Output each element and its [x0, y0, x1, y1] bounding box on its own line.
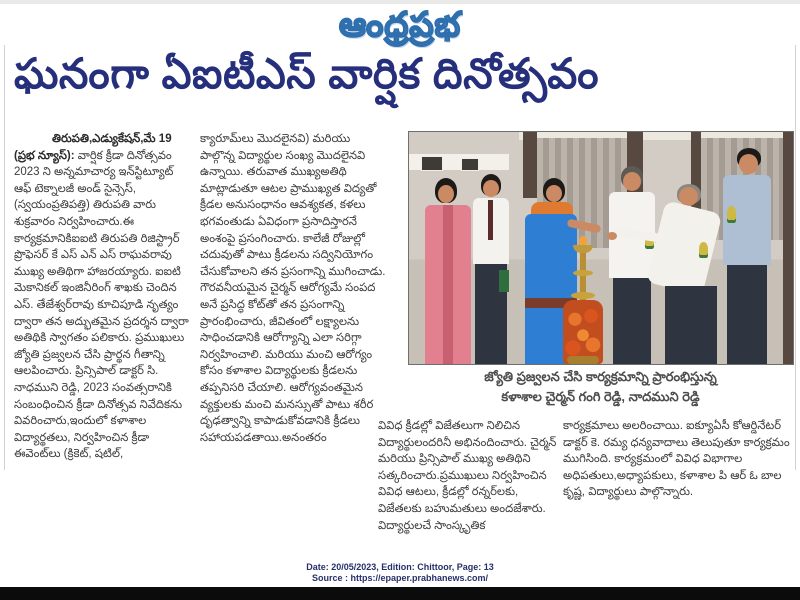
article-column-1 — [14, 131, 191, 567]
footer-date-line: Date: 20/05/2023, Edition: Chittoor, Page: 13 — [306, 562, 494, 572]
trousers — [613, 278, 651, 364]
face — [546, 185, 562, 202]
tie — [488, 200, 493, 240]
photo-caption — [408, 367, 793, 407]
article-column-2 — [200, 131, 386, 559]
man-in-light-blue-shirt — [719, 148, 779, 364]
column-1-paragraph — [14, 131, 191, 463]
photo-caption-line-2: కళాశాల చైర్మన్ గంగి రెడ్డి, నాదముని రెడ్డి — [501, 389, 700, 404]
column-4-text: కార్యక్రమాలు అలరించాయి. ఐక్యూఏసీ కోఆర్డినేటర్ డాక్టర్ కె. రమ్య ధన్యవాదాలు తెలుపుతూ కార్యక్రమం ముగిసింది. కార్యక్రమంలో వివిధ విభాగాల అధిపతులు,అధ్యాపకులు, కళాశాల పి ఆర్ ఓ బాల కృష్ణ, విద్యార్థులు పాల్గొన్నారు. — [563, 420, 790, 499]
clipping-footer — [0, 562, 800, 584]
saree-drape — [443, 205, 453, 364]
column-3-text: వివిధ క్రీడల్లో విజేతలుగా నిలిచిన విద్యార్థులందరినీ అభినందించారు. చైర్మన్ మరియు ప్రిన్సిపాల్ ముఖ్య అతిథిని సత్కరించారు.ప్రముఖులు నిర్వహించిన వివిధ ఆటలు, క్రీడల్లో రన్నర్‌లకు, విజేతలకు బహుమతులు అందజేశారు. విద్యార్థులచే సాంస్కృతిక — [378, 420, 557, 532]
light-blue-shirt — [723, 175, 771, 265]
footer-source-line: Source : https://epaper.prabhanews.com/ — [311, 573, 489, 583]
face — [739, 154, 758, 174]
lamp-tier — [571, 292, 595, 299]
trousers — [665, 286, 717, 364]
hand — [607, 232, 617, 240]
column-1-text: వార్షిక క్రీడా దినోత్సవం 2023 ని అన్నమాచార్య ఇన్‌స్టిట్యూట్ ఆఫ్ టెక్నాలజీ అండ్ సైన్సెస్, (స్వయంప్రతిపత్తి) తిరుపతి వారు శుక్రవారం నిర్వహించారు.ఈ కార్యక్రమానికిఐఐటి తిరుపతి రిజిస్ట్రార్ ప్రొఫెసర్ కే ఎస్ ఎన్ ఎస్ రాఘవరావు ముఖ్య అతిథిగా హాజరయ్యారు. ఐఐటి మెకానికల్ ఇంజినీరింగ్ శాఖకు చెందిన ఎస్. తేజేశ్వర్‌రావు కూచిపూడి నృత్యం ద్వారా తన అద్భుతమైన ప్రదర్శన ద్వారా అతిథికి స్వాగతం పలికారు. ప్రముఖులు జ్యోతి ప్రజ్వలన చేసి ప్రార్థన గీతాన్ని ఆలపించారు. ప్రిన్సిపాల్ డాక్టర్ సి. నాధముని రెడ్డి, 2023 సంవత్సరానికి సంబంధించిన క్రీడా దినోత్సవ నివేదికను వివరించారు,ఇందులో కళాశాల విద్యార్థతలు, నిర్వహించిన క్రీడా ఈవెంట్‌లు (క్రికెట్, షటిల్, — [14, 149, 189, 461]
right-border-line — [795, 45, 796, 470]
lamp-cup — [573, 245, 593, 253]
photo-caption-line-1: జ్యోతి ప్రజ్వలన చేసి కార్యక్రమాన్ని ప్రారంభిస్తున్న — [484, 369, 717, 384]
rosette-badge — [699, 242, 708, 255]
face — [483, 180, 499, 197]
white-shirt — [646, 200, 723, 296]
rosette-badge — [727, 206, 736, 220]
top-strip — [0, 0, 800, 4]
green-folder — [499, 270, 509, 292]
picture-frame — [421, 156, 443, 171]
lamp-tier — [573, 270, 593, 276]
face — [438, 185, 454, 203]
lamp-base — [567, 356, 599, 364]
column-2-text: క్యారూమ్‌లు మొదలైనవి) మరియు పాల్గొన్న విద్యార్థుల సంఖ్య మొదలైనవి ఉన్నాయి. తరువాత ముఖ్యఅతిథి మాట్లాడుతూ ఆటల ప్రాముఖ్యత విద్యతో క్రీడల అనుసంధానం ఆవశ్యకత, కళలు భగవంతుడు ఏవిధంగా ప్రసాదిస్తారనే అంశంపై ప్రసంగించారు. కాలేజీ రోజుల్లో చదువుతో పాటు క్రీడలను సద్వినియోగం చేసుకోవాలని తన ప్రసంగాన్ని ముగించాడు. గౌరవనీయమైన చైర్మన్ ఆరోగ్యమే సంపద అనే ప్రసిద్ధ కోట్‌తో తన ప్రసంగాన్ని ప్రారంభించారు, జీవితంలో లక్ష్యాలను సాధించడానికి ఆరోగ్యాన్ని ఎలా సరిగ్గా నిర్వహించాలి. మరియు మంచి ఆరోగ్యం కోసం కళాశాల విద్యార్థులకు క్రీడలను తప్పనిసరి చేయాలి. ఆరోగ్యవంతమైన వ్యక్తులకు మంచి మనస్సుతో పాటు శరీర దృఢత్వాన్ని కాపాడుకోవడానికి క్రీడలు సహాయపడతాయి.అనంతరం — [200, 133, 386, 444]
bottom-black-bar — [0, 587, 800, 600]
picture-frame — [461, 158, 479, 171]
dateline: తిరుపతి,ఎడ్యుకేషన్,మే 19 (ప్రభ న్యూస్): — [14, 133, 172, 162]
article-headline: ఘనంగా ఏఐటీఎస్ వార్షిక దినోత్సవం — [14, 50, 600, 97]
wall-panel — [783, 132, 793, 364]
flower-garland — [563, 300, 603, 364]
masthead-logo: ఆంధ్రప్రభ — [338, 6, 462, 44]
left-border-line — [4, 45, 5, 470]
face — [623, 172, 641, 191]
face — [679, 187, 698, 206]
man-in-white-shirt-tie — [469, 174, 513, 364]
trousers — [727, 265, 767, 364]
brass-oil-lamp — [561, 236, 607, 364]
article-column-3 — [378, 418, 558, 562]
article-column-4 — [563, 418, 791, 562]
event-photo — [408, 131, 794, 365]
